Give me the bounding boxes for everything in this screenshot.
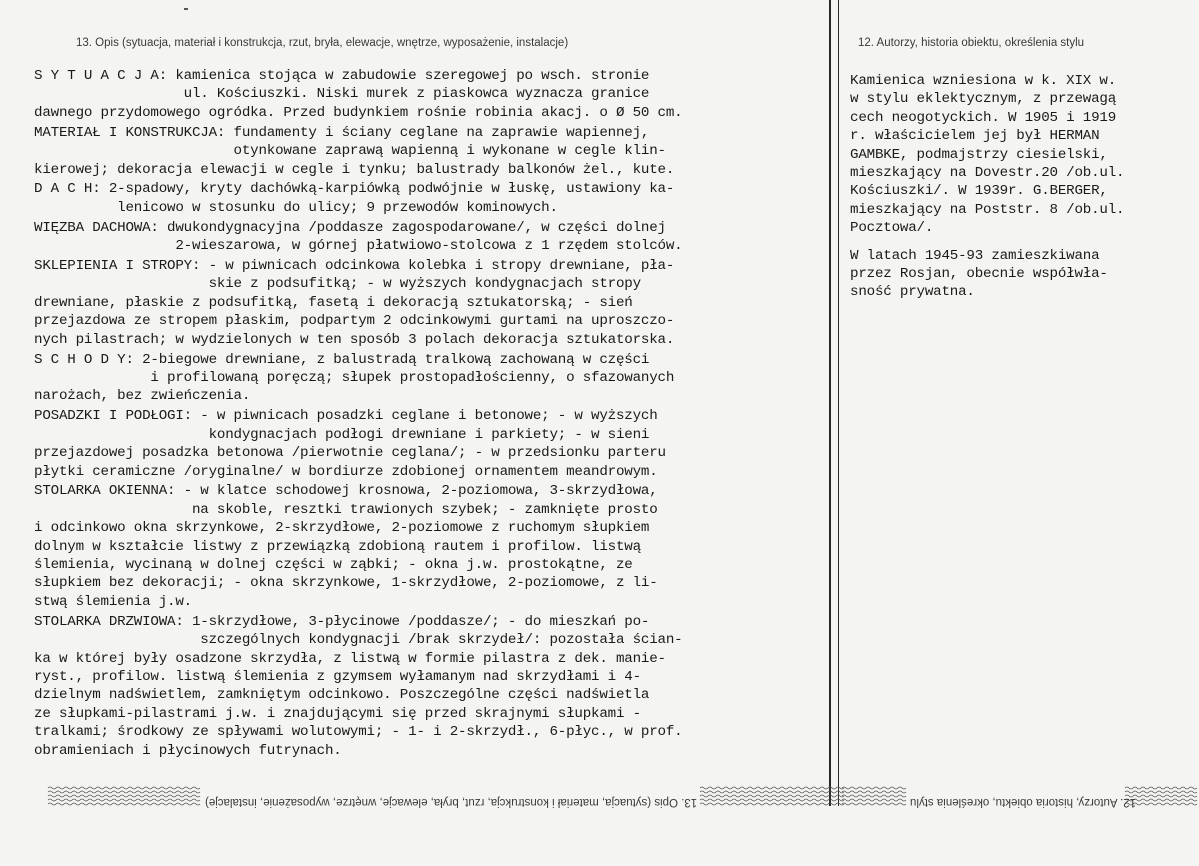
description-line: nych pilastrach; w wydzielonych w ten sposób 3 polach dekoracja sztukatorska. <box>34 331 675 348</box>
form-footer <box>0 780 1199 840</box>
description-paragraph <box>34 482 834 611</box>
wave-line <box>48 791 200 793</box>
description-line: narożach, bez zwieńczenia. <box>34 388 251 405</box>
history-line: r. właścicielem jej był HERMAN <box>850 128 1100 145</box>
history-line: Pocztowa/. <box>850 220 934 237</box>
description-line: słupkiem bez dekoracji; - okna skrzynkowe, 1-skrzydłowe, 2-poziomowe, z li- <box>34 575 658 592</box>
description-line: S Y T U A C J A: kamienica stojąca w zabudowie szeregowej po wsch. stronie <box>34 68 650 84</box>
wave-line <box>842 787 906 789</box>
wave-line <box>700 803 844 805</box>
description-line: drewniane, płaskie z podsufitką, fasetą i dekoracją sztukatorską; - sień <box>34 294 633 311</box>
description-line: WIĘZBA DACHOWA: dwukondygnacyjna /poddasze zagospodarowane/, w części dolnej <box>34 219 666 236</box>
history-paragraph <box>850 72 1190 238</box>
description-paragraph <box>34 351 834 406</box>
mirrored-description-header: 13. Opis (sytuacja, materiał i konstrukcja, rzut, bryła, elewacje, wnętrze, wyposażenie, instalacje) <box>205 796 698 808</box>
description-line: przejazdowa ze stropem płaskim, podpartym 2 odcinkowymi gurtami na uproszczo- <box>34 313 675 330</box>
description-line: przejazdowej posadzka betonowa /pierwotnie ceglana/; - w przedsionku parteru <box>34 445 666 462</box>
description-paragraph <box>34 67 834 122</box>
description-line: STOLARKA OKIENNA: - w klatce schodowej krosnowa, 2-poziomowa, 3-skrzydłowa, <box>34 483 658 500</box>
history-line: mieszkający na Poststr. 8 /ob.ul. <box>850 201 1125 218</box>
description-line: szczególnych kondygnacji /brak skrzydeł/: pozostała ścian- <box>34 632 683 649</box>
wave-line <box>1125 787 1197 789</box>
description-line: ka w której były osadzone skrzydła, z listwą w formie pilastra z dek. manie- <box>34 650 666 667</box>
wave-line <box>842 795 906 797</box>
description-line: MATERIAŁ I KONSTRUKCJA: fundamenty i ściany ceglane na zaprawie wapiennej, <box>34 124 650 141</box>
description-line: otynkowane zaprawą wapienną i wykonane w cegle klin- <box>34 143 666 160</box>
mirrored-history-header: 12. Autorzy, historia obiektu, określenia stylu <box>910 796 1137 808</box>
ink-mark <box>184 8 188 10</box>
description-line: płytki ceramiczne /oryginalne/ w bordiurze zdobionej ornamentem meandrowym. <box>34 463 658 480</box>
column-divider-thin <box>838 0 839 806</box>
description-line: POSADZKI I PODŁOGI: - w piwnicach posadzki ceglane i betonowe; - w wyższych <box>34 408 658 425</box>
description-line: ul. Kościuszki. Niski murek z piaskowca wyznacza granice <box>34 86 650 103</box>
description-line: skie z podsufitką; - w wyższych kondygnacjach stropy <box>34 276 641 293</box>
wave-line <box>700 799 844 801</box>
wave-line <box>842 791 906 793</box>
description-paragraph <box>34 613 834 760</box>
history-text <box>850 72 1190 311</box>
wave-line <box>842 803 906 805</box>
description-line: D A C H: 2-spadowy, kryty dachówką-karpiówką podwójnie w łuskę, ustawiony ka- <box>34 181 675 198</box>
history-line: Kamienica wzniesiona w k. XIX w. <box>850 73 1117 89</box>
description-line: ryst., profilow. listwą ślemienia z gzymsem wyłamanym nad skrzydłami i 4- <box>34 669 641 685</box>
description-section-header: 13. Opis (sytuacja, materiał i konstrukcja, rzut, bryła, elewacje, wnętrze, wyposażenie, instalacje) <box>76 37 569 49</box>
history-line: przez Rosjan, obecnie współwła- <box>850 266 1108 283</box>
description-line: STOLARKA DRZWIOWA: 1-skrzydłowe, 3-płycinowe /poddasze/; - do mieszkań po- <box>34 613 650 630</box>
description-paragraph <box>34 180 834 217</box>
wave-line <box>1125 791 1197 793</box>
wave-line <box>48 799 200 801</box>
history-line: w stylu eklektycznym, z przewagą <box>850 91 1117 108</box>
description-line: dawnego przydomowego ogródka. Przed budynkiem rośnie robinia akacj. o Ø 50 cm. <box>34 104 683 121</box>
description-paragraph <box>34 124 834 179</box>
history-line: Kościuszki/. W 1939r. G.BERGER, <box>850 183 1108 200</box>
description-line: SKLEPIENIA I STROPY: - w piwnicach odcinkowa kolebka i stropy drewniane, pła- <box>34 258 675 275</box>
wave-line <box>48 803 200 805</box>
wave-line <box>700 787 844 789</box>
description-text <box>34 67 834 762</box>
description-line: obramieniach i płycinowych futrynach. <box>34 742 342 759</box>
history-line: W latach 1945-93 zamieszkiwana <box>850 247 1100 264</box>
description-paragraph <box>34 219 834 256</box>
history-paragraph <box>850 247 1190 302</box>
description-line: S C H O D Y: 2-biegowe drewniane, z balustradą tralkową zachowaną w części <box>34 351 650 368</box>
description-line: dolnym w kształcie listwy z przewiązką zdobioną rautem i profilow. listwą <box>34 538 641 555</box>
description-line: lenicowo w stosunku do ulicy; 9 przewodów kominowych. <box>34 199 558 216</box>
description-line: i profilowaną poręczą; słupek prostopadłościenny, o sfazowanych <box>34 370 675 386</box>
description-paragraph <box>34 257 834 349</box>
description-line: 2-wieszarowa, w górnej płatwiowo-stolcowa z 1 rzędem stolców. <box>34 238 683 255</box>
description-line: stwą ślemienia j.w. <box>34 593 192 610</box>
history-line: cech neogotyckich. W 1905 i 1919 <box>850 109 1117 126</box>
description-line: dzielnym nadświetlem, zamkniętym odcinkowo. Poszczególne części nadświetla <box>34 687 650 704</box>
description-line: tralkami; środkowy ze spływami wolutowymi; - 1- i 2-skrzydł., 6-płyc., w prof. <box>34 724 683 741</box>
history-line: mieszkający na Dovestr.20 /ob.ul. <box>850 165 1125 182</box>
wave-line <box>700 791 844 793</box>
history-line: GAMBKE, podmajstrzy ciesielski, <box>850 146 1108 163</box>
description-line: kierowej; dekoracja elewacji w cegle i tynku; balustrady balkonów żel., kute. <box>34 161 675 178</box>
description-line: na skoble, resztki trawionych szybek; - zamknięte prosto <box>34 501 658 518</box>
description-line: ze słupkami-pilastrami j.w. i znajdującymi się przed skrajnymi słupkami - <box>34 705 641 722</box>
description-line: kondygnacjach podłogi drewniane i parkiety; - w sieni <box>34 426 650 443</box>
history-section-header: 12. Autorzy, historia obiektu, określenia stylu <box>858 37 1085 49</box>
description-line: i odcinkowo okna skrzynkowe, 2-skrzydłowe, 2-poziomowe z ruchomym słupkiem <box>34 520 650 537</box>
description-line: ślemienia, wycinaną w dolnej części w ząbki; - okna j.w. prostokątne, ze <box>34 557 633 574</box>
description-paragraph <box>34 407 834 481</box>
wave-line <box>700 795 844 797</box>
history-line: sność prywatna. <box>850 284 975 301</box>
wave-line <box>48 795 200 797</box>
wave-line <box>842 799 906 801</box>
wave-line <box>48 787 200 789</box>
